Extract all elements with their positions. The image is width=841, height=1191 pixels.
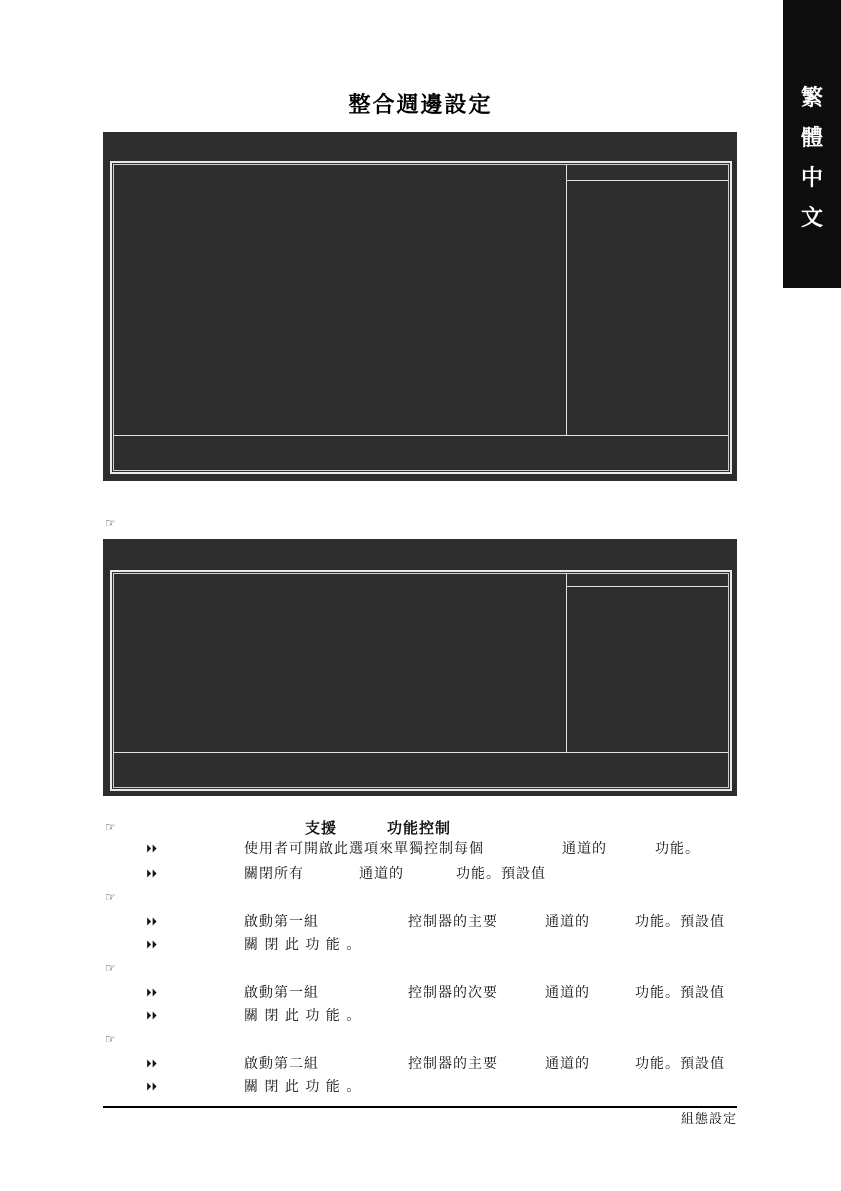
footer-divider: [103, 1106, 737, 1108]
side-tab-char: 繁: [800, 85, 823, 111]
item-end: 功能。: [655, 841, 700, 857]
list-item: [0, 839, 841, 861]
pointer-icon: ☞: [105, 890, 116, 904]
item-end: 功能。預設值: [635, 985, 725, 1001]
pointer-icon: ☞: [105, 516, 116, 530]
item-mid: 控制器的主要: [408, 914, 498, 930]
side-tab-char: 文: [800, 205, 823, 231]
arrow-icon: ⏵⏵: [146, 1057, 157, 1070]
language-side-tab: [783, 0, 841, 288]
item-mid2: 通道的: [545, 914, 590, 930]
item-desc: 關 閉 此 功 能 。: [244, 1079, 362, 1095]
arrow-icon: ⏵⏵: [146, 867, 157, 880]
item-end: 功能。預設值: [635, 1056, 725, 1072]
list-item: [0, 1054, 841, 1076]
list-item: [0, 864, 841, 886]
list-item: [0, 1006, 841, 1028]
section-heading-support: 支援: [305, 819, 338, 837]
item-desc: 關 閉 此 功 能 。: [244, 1008, 362, 1024]
item-mid2: 通道的: [545, 1056, 590, 1072]
side-tab-char: 中: [800, 165, 823, 191]
item-mid: 控制器的次要: [408, 985, 498, 1001]
arrow-icon: ⏵⏵: [146, 986, 157, 999]
section-heading-control: 功能控制: [387, 819, 452, 837]
item-desc: 關 閉 此 功 能 。: [244, 937, 362, 953]
page-title: 整合週邊設定: [348, 92, 493, 118]
item-mid: 通道的: [562, 841, 607, 857]
item-end: 功能。預設值: [635, 914, 725, 930]
item-mid2: 通道的: [545, 985, 590, 1001]
item-end: 功能。預設值: [456, 866, 546, 882]
item-mid: 控制器的主要: [408, 1056, 498, 1072]
item-mid: 通道的: [359, 866, 404, 882]
item-desc: 啟動第二組: [244, 1056, 319, 1072]
pointer-icon: ☞: [105, 1032, 116, 1046]
pointer-icon: ☞: [105, 961, 116, 975]
bios-screenshot-main: [103, 132, 737, 481]
arrow-icon: ⏵⏵: [146, 1009, 157, 1022]
arrow-icon: ⏵⏵: [146, 842, 157, 855]
footer-section-name: 組態設定: [680, 1112, 737, 1127]
pointer-icon: ☞: [105, 820, 116, 834]
list-item: [0, 983, 841, 1005]
item-desc: 啟動第一組: [244, 914, 319, 930]
item-desc: 啟動第一組: [244, 985, 319, 1001]
item-desc: 使用者可開啟此選項來單獨控制每個: [244, 841, 484, 857]
side-tab-char: 體: [800, 125, 823, 151]
list-item: [0, 935, 841, 957]
item-desc: 關閉所有: [244, 866, 304, 882]
arrow-icon: ⏵⏵: [146, 915, 157, 928]
list-item: [0, 912, 841, 934]
bios-screenshot-submenu: [103, 539, 737, 796]
arrow-icon: ⏵⏵: [146, 1080, 157, 1093]
arrow-icon: ⏵⏵: [146, 938, 157, 951]
list-item: [0, 1077, 841, 1099]
